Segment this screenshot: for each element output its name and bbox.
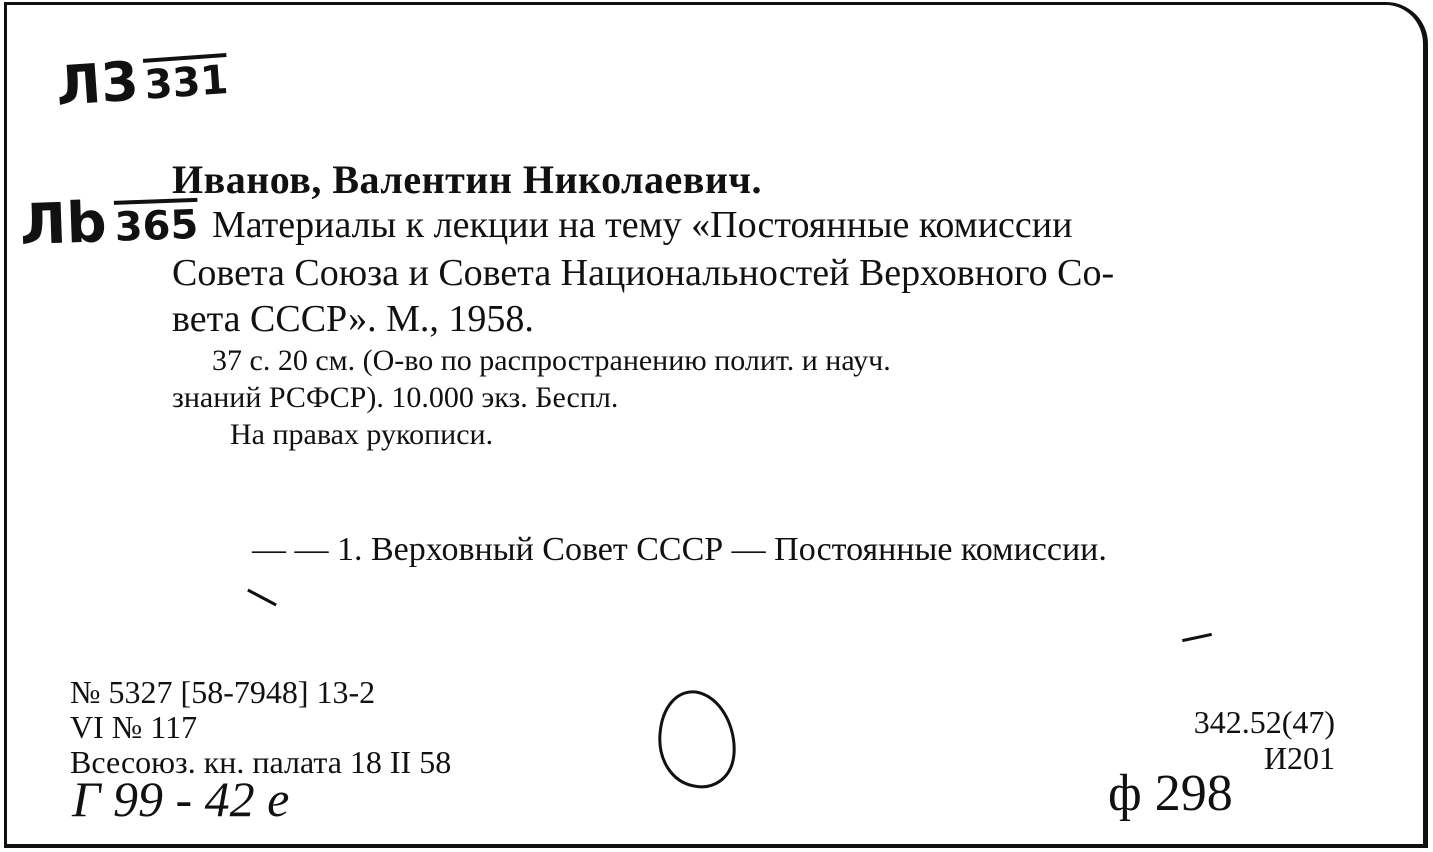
description-line-3: На правах рукописи. <box>230 418 494 451</box>
shelfmark-side-prefix: Лb <box>18 190 108 259</box>
author-mark: И201 <box>1263 740 1335 776</box>
catalog-info-line-1: № 5327 [58-7948] 13-2 <box>70 674 376 710</box>
handwritten-note-left: Г 99 - 42 е <box>72 771 290 827</box>
catalog-info-line-2: VI № 117 <box>70 709 198 745</box>
subject-heading: — — 1. Верховный Совет СССР — Постоянные комиссии. <box>252 531 1107 568</box>
shelfmark-top-number: 331 <box>143 57 230 109</box>
shelfmark-side-number: 365 <box>113 201 200 251</box>
description-line-2: знаний РСФСР). 10.000 экз. Беспл. <box>172 381 619 414</box>
title-line-1: Материалы к лекции на тему «Постоянные комиссии <box>212 204 1073 246</box>
punch-hole <box>648 686 744 796</box>
author-heading: Иванов, Валентин Николаевич. <box>172 157 762 202</box>
description-line-1: 37 с. 20 см. (О-во по распространению полит. и науч. <box>212 344 891 377</box>
udc-classification: 342.52(47) <box>1193 704 1335 740</box>
catalog-info-line-3: Всесоюз. кн. палата 18 II 58 <box>70 744 452 780</box>
title-line-2: Совета Союза и Совета Национальностей Верховного Со- <box>172 252 1115 294</box>
handwritten-note-right: ф 298 <box>1108 765 1233 822</box>
shelfmark-top-prefix: Л3 <box>53 49 141 118</box>
title-line-3: вета СССР». М., 1958. <box>172 298 534 340</box>
shelfmark-top <box>53 48 230 118</box>
